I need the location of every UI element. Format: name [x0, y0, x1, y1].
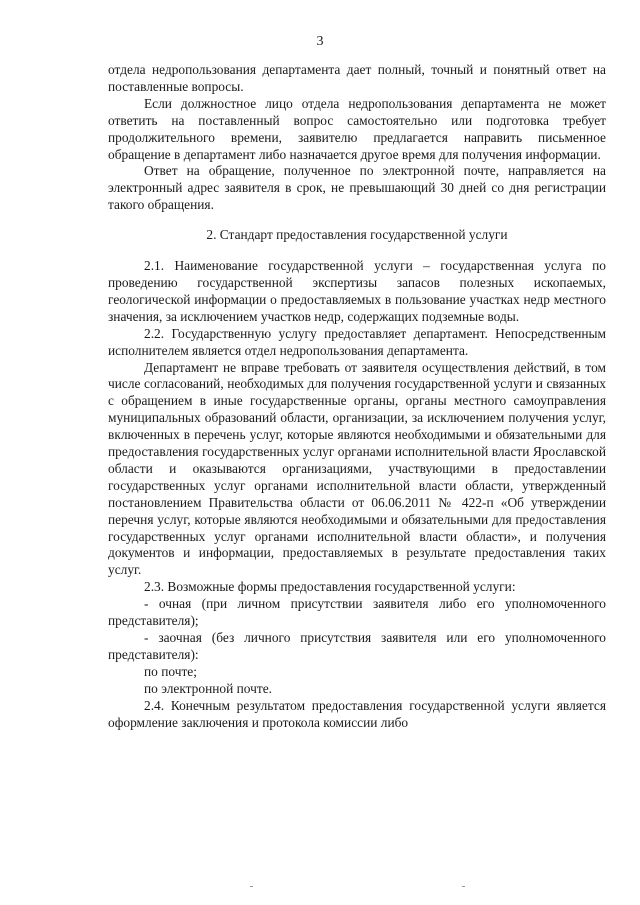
paragraph: Ответ на обращение, полученное по электронной почте, направляется на электронный адрес заявителя в срок, не превышающий 30 дней со дня регистрации такого обращения.: [108, 163, 606, 213]
paragraph: Если должностное лицо отдела недропользования департамента не может ответить на поставленный вопрос самостоятельно или подготовка требует продолжительного времени, заявителю предлагается направить письменное обращение в департамент либо назначается другое время для получения информации.: [108, 95, 606, 162]
paragraph: 2.4. Конечным результатом предоставления государственной услуги является оформление заключения и протокола комиссии либо: [108, 697, 606, 730]
page-number: 3: [316, 34, 324, 49]
list-item: - заочная (без личного присутствия заявителя или его уполномоченного представителя):: [108, 630, 606, 662]
scan-mark: [250, 886, 253, 887]
paragraph: Департамент не вправе требовать от заявителя осуществления действий, в том числе согласований, необходимых для получения государственной услуги и связанных с обращением в иные государственные органы, органы местного самоуправления муниципальных образований области, организации, за исключением получения услуг, включенных в перечень услуг, которые являются необходимыми и обязательными для предоставления государственных услуг органами исполнительной власти Ярославской области и оказываются организациями, участвующими в предоставлении государственных услуг органами исполнительной власти области, утвержденный постановлением Правительства области от 06.06.2011 № 422-п «Об утверждении перечня услуг, которые являются необходимыми и обязательными для предоставления государственных услуг органами исполнительной власти области», и получения документов и информации, предоставляемых в результате предоставления таких услуг.: [108, 359, 606, 578]
list-item: по почте;: [144, 663, 197, 679]
paragraph: 2.1. Наименование государственной услуги – государственная услуга по проведению государственной экспертизы запасов полезных ископаемых, геологической информации о предоставляемых в пользование участках недр местного значения, за исключением участков недр, содержащих подземные воды.: [108, 258, 606, 324]
scan-mark: [462, 886, 465, 887]
paragraph: отдела недропользования департамента дает полный, точный и понятный ответ на поставленные вопросы.: [108, 62, 606, 94]
paragraph: 2.2. Государственную услугу предоставляет департамент. Непосредственным исполнителем является отдел недропользования департамента.: [108, 325, 606, 358]
paragraph: 2.3. Возможные формы предоставления государственной услуги:: [144, 579, 516, 595]
document-body: [108, 62, 606, 731]
list-item: по электронной почте.: [144, 680, 273, 696]
section-heading: 2. Стандарт предоставления государственной услуги: [206, 227, 508, 243]
list-item: - очная (при личном присутствии заявителя либо его уполномоченного представителя);: [108, 596, 606, 629]
